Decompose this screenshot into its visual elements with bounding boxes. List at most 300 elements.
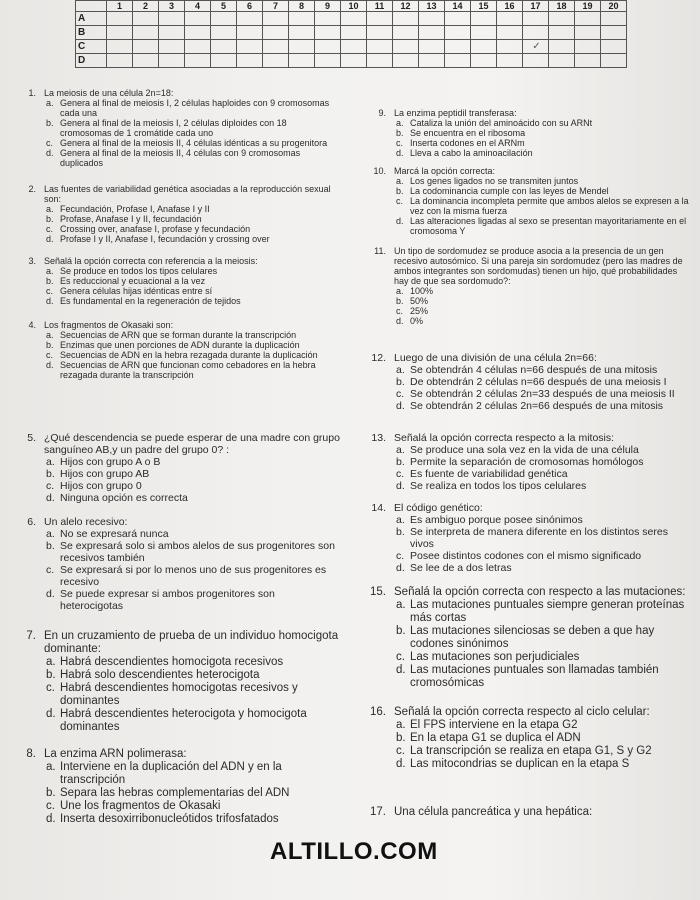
question-16 (360, 706, 690, 771)
answer-option[interactable] (46, 492, 340, 504)
option-text: Se interpreta de manera diferente en los distintos seres vivos (410, 526, 668, 550)
grid-answer-cell[interactable] (471, 12, 497, 26)
answer-option[interactable] (396, 550, 690, 562)
answer-option[interactable] (396, 745, 690, 758)
question-3 (10, 256, 340, 306)
option-text: Genera al final de la meiosis I, 2 células diploides con 18 cromosomas de 1 cromátide cada uno (60, 118, 287, 138)
grid-answer-cell[interactable] (523, 54, 549, 68)
question-11 (360, 246, 690, 326)
option-text: Fecundación, Profase I, Anafase I y II (60, 204, 210, 214)
option-text: Se puede expresar si ambos progenitores son heterocigotas (60, 588, 275, 612)
question-stem (360, 246, 690, 286)
option-text: Es fuente de variabilidad genética (410, 468, 568, 480)
grid-answer-cell[interactable] (575, 54, 601, 68)
grid-column-header: 1 (107, 1, 133, 12)
grid-answer-cell[interactable] (315, 12, 341, 26)
grid-answer-cell[interactable] (211, 40, 237, 54)
answer-option[interactable] (396, 216, 690, 236)
grid-answer-cell[interactable] (133, 12, 159, 26)
grid-answer-cell[interactable] (523, 26, 549, 40)
grid-answer-mark[interactable]: ✓ (523, 40, 549, 54)
question-stem (10, 88, 340, 98)
option-text: En la etapa G1 se duplica el ADN (410, 732, 581, 744)
answer-option[interactable] (46, 761, 340, 787)
answer-option[interactable] (396, 128, 690, 138)
answer-option[interactable] (46, 214, 340, 224)
question-stem (10, 432, 340, 456)
grid-answer-cell[interactable] (315, 26, 341, 40)
grid-answer-cell[interactable] (107, 54, 133, 68)
answer-grid-row (76, 54, 627, 68)
grid-answer-cell[interactable] (185, 26, 211, 40)
option-letter: d. (46, 234, 54, 244)
answer-option[interactable] (396, 664, 690, 690)
option-letter: c. (396, 468, 405, 480)
option-letter: a. (46, 266, 54, 276)
grid-answer-cell[interactable] (393, 40, 419, 54)
answer-option[interactable] (396, 286, 690, 296)
option-letter: c. (396, 745, 405, 757)
grid-answer-cell[interactable] (237, 26, 263, 40)
option-text: Es reduccional y ecuacional a la vez (60, 276, 206, 286)
option-letter: b. (46, 669, 56, 681)
option-letter: a. (46, 656, 56, 668)
option-text: Inserta codones en el ARNm (410, 138, 525, 148)
option-letter: c. (46, 224, 54, 234)
answer-option[interactable] (396, 316, 690, 326)
grid-answer-cell[interactable] (471, 40, 497, 54)
grid-answer-cell[interactable] (133, 40, 159, 54)
question-number: 6. (27, 516, 36, 528)
question-text: Un tipo de sordomudez se produce asocia a la presencia de un gen recesivo autosómico. Si una pareja sin sordomudez (pero las madres de ambos integrantes son sordomudas) tienen un hijo, qué probabilidades hay de que sea sordomudo?: (394, 246, 683, 286)
option-text: Se realiza en todos los tipos celulares (410, 480, 587, 492)
question-2 (10, 184, 340, 244)
option-letter: b. (396, 128, 404, 138)
answer-option[interactable] (46, 528, 340, 540)
option-letter: d. (46, 360, 54, 370)
grid-column-header: 19 (575, 1, 601, 12)
answer-option[interactable] (396, 651, 690, 664)
question-text: Una célula pancreática y una hepática: (394, 806, 593, 818)
question-stem (360, 352, 690, 364)
answer-option[interactable] (396, 364, 690, 376)
answer-option[interactable] (46, 148, 340, 168)
grid-row-label: A (76, 12, 107, 26)
grid-answer-cell[interactable] (107, 40, 133, 54)
answer-option[interactable] (396, 468, 690, 480)
grid-answer-cell[interactable] (445, 54, 471, 68)
answer-option[interactable] (46, 138, 340, 148)
answer-option[interactable] (396, 480, 690, 492)
option-letter: d. (46, 148, 54, 158)
grid-answer-cell[interactable] (497, 12, 523, 26)
question-text: Señalá la opción correcta respecto a la mitosis: (394, 432, 615, 444)
option-letter: d. (396, 216, 404, 226)
option-letter: a. (396, 444, 405, 456)
option-letter: b. (396, 526, 405, 538)
option-text: Las mutaciones son perjudiciales (410, 651, 580, 663)
option-letter: a. (396, 176, 404, 186)
question-12 (360, 352, 690, 412)
grid-answer-cell[interactable] (159, 40, 185, 54)
question-stem (360, 432, 690, 444)
question-stem (10, 184, 340, 204)
grid-answer-cell[interactable] (263, 26, 289, 40)
grid-column-header: 14 (445, 1, 471, 12)
option-letter: b. (46, 468, 55, 480)
option-letter: a. (396, 599, 406, 611)
answer-option[interactable] (396, 526, 690, 550)
option-text: Permite la separación de cromosomas homólogos (410, 456, 644, 468)
option-text: Genera al final de meiosis I, 2 células haploides con 9 cromosomas cada una (60, 98, 330, 118)
option-letter: c. (46, 286, 54, 296)
option-letter: a. (396, 514, 405, 526)
grid-answer-cell[interactable] (575, 40, 601, 54)
option-letter: c. (46, 682, 55, 694)
option-letter: a. (396, 118, 404, 128)
question-text: Señalá la opción correcta con referencia a la meiosis: (44, 256, 258, 266)
option-letter: b. (46, 787, 56, 799)
option-letter: c. (396, 306, 404, 316)
grid-answer-cell[interactable] (211, 54, 237, 68)
option-letter: d. (46, 492, 55, 504)
grid-answer-cell[interactable] (419, 12, 445, 26)
question-text: ¿Qué descendencia se puede esperar de una madre con grupo sanguíneo AB,y un padre del grupo 0? : (44, 432, 340, 456)
answer-option[interactable] (396, 186, 690, 196)
option-text: Profase, Anafase I y II, fecundación (60, 214, 202, 224)
grid-answer-cell[interactable] (549, 12, 575, 26)
option-text: Se produce en todos los tipos celulares (60, 266, 218, 276)
option-text: Se obtendrán 2 células 2n=33 después de una meiosis II (410, 388, 675, 400)
answer-option[interactable] (46, 456, 340, 468)
answer-option[interactable] (396, 599, 690, 625)
grid-answer-cell[interactable] (393, 54, 419, 68)
option-text: Es ambiguo porque posee sinónimos (410, 514, 583, 526)
option-text: Hijos con grupo AB (60, 468, 150, 480)
option-text: Enzimas que unen porciones de ADN durante la duplicación (60, 340, 300, 350)
option-text: Profase I y II, Anafase I, fecundación y crossing over (60, 234, 270, 244)
option-text: Crossing over, anafase I, profase y fecundación (60, 224, 251, 234)
question-stem (360, 706, 690, 719)
grid-answer-cell[interactable] (185, 12, 211, 26)
answer-option[interactable] (46, 564, 340, 588)
question-number: 8. (26, 748, 36, 760)
grid-answer-cell[interactable] (445, 12, 471, 26)
grid-answer-cell[interactable] (237, 12, 263, 26)
question-text: Señalá la opción correcta con respecto a las mutaciones: (394, 586, 686, 598)
answer-option[interactable] (396, 176, 690, 186)
question-text: Las fuentes de variabilidad genética asociadas a la reproducción sexual son: (44, 184, 331, 204)
grid-answer-cell[interactable] (341, 40, 367, 54)
option-letter: b. (46, 540, 55, 552)
question-text: Luego de una división de una célula 2n=66: (394, 352, 597, 364)
site-watermark-brand: ALTILLO.COM (270, 838, 438, 865)
grid-answer-cell[interactable] (107, 12, 133, 26)
grid-answer-cell[interactable] (471, 54, 497, 68)
option-text: La transcripción se realiza en etapa G1, S y G2 (410, 745, 652, 757)
grid-column-header: 9 (315, 1, 341, 12)
grid-answer-cell[interactable] (497, 40, 523, 54)
option-letter: b. (396, 456, 405, 468)
option-letter: b. (396, 186, 404, 196)
question-number: 2. (28, 184, 36, 194)
answer-option[interactable] (46, 708, 340, 734)
option-text: Las mitocondrias se duplican en la etapa S (410, 758, 630, 770)
grid-answer-cell[interactable] (237, 54, 263, 68)
answer-option[interactable] (46, 296, 340, 306)
question-5 (10, 432, 340, 504)
answer-option[interactable] (46, 266, 340, 276)
option-letter: c. (396, 196, 404, 206)
answer-option[interactable] (396, 400, 690, 412)
answer-option[interactable] (46, 360, 340, 380)
option-text: Une los fragmentos de Okasaki (60, 800, 221, 812)
option-text: Se expresará si por lo menos uno de sus progenitores es recesivo (60, 564, 327, 588)
option-text: Se encuentra en el ribosoma (410, 128, 526, 138)
answer-option[interactable] (46, 330, 340, 340)
grid-answer-cell[interactable] (315, 54, 341, 68)
question-stem (360, 166, 690, 176)
grid-answer-cell[interactable] (445, 40, 471, 54)
answer-option[interactable] (46, 540, 340, 564)
grid-column-header: 2 (133, 1, 159, 12)
option-letter: d. (396, 664, 406, 676)
grid-answer-cell[interactable] (289, 12, 315, 26)
answer-option[interactable] (46, 204, 340, 214)
question-number: 10. (373, 166, 386, 176)
option-letter: a. (46, 98, 54, 108)
grid-answer-cell[interactable] (211, 12, 237, 26)
grid-answer-cell[interactable] (289, 26, 315, 40)
option-letter: b. (396, 732, 406, 744)
question-4 (10, 320, 340, 380)
grid-answer-cell[interactable] (315, 40, 341, 54)
option-letter: a. (396, 286, 404, 296)
grid-answer-cell[interactable] (549, 26, 575, 40)
grid-answer-cell[interactable] (367, 26, 393, 40)
grid-column-header: 11 (367, 1, 393, 12)
grid-answer-cell[interactable] (211, 26, 237, 40)
grid-answer-cell[interactable] (523, 12, 549, 26)
answer-option[interactable] (46, 286, 340, 296)
answer-option[interactable] (396, 138, 690, 148)
option-letter: b. (46, 340, 54, 350)
option-text: Las mutaciones puntuales siempre generan proteínas más cortas (410, 599, 685, 624)
grid-answer-cell[interactable] (185, 54, 211, 68)
answer-option[interactable] (396, 719, 690, 732)
answer-option[interactable] (396, 758, 690, 771)
question-text: La enzima ARN polimerasa: (44, 748, 187, 760)
answer-grid-header (76, 1, 627, 12)
grid-answer-cell[interactable] (263, 54, 289, 68)
answer-option[interactable] (396, 456, 690, 468)
grid-answer-cell[interactable] (367, 12, 393, 26)
option-text: Interviene en la duplicación del ADN y en la transcripción (60, 761, 282, 786)
grid-answer-cell[interactable] (133, 54, 159, 68)
grid-answer-cell[interactable] (133, 26, 159, 40)
answer-option[interactable] (396, 196, 690, 216)
grid-answer-cell[interactable] (497, 54, 523, 68)
option-text: Las mutaciones silenciosas se deben a que hay codones sinónimos (410, 625, 655, 650)
option-letter: a. (396, 364, 405, 376)
option-text: Genera al final de la meiosis II, 4 células idénticas a su progenitora (60, 138, 328, 148)
question-text: Los fragmentos de Okasaki son: (44, 320, 174, 330)
grid-answer-cell[interactable] (471, 26, 497, 40)
answer-option[interactable] (46, 588, 340, 612)
grid-answer-cell[interactable] (419, 54, 445, 68)
answer-option[interactable] (396, 376, 690, 388)
option-text: Secuencias de ARN que se forman durante la transcripción (60, 330, 297, 340)
answer-option[interactable] (46, 682, 340, 708)
question-stem (10, 748, 340, 761)
grid-answer-cell[interactable] (341, 54, 367, 68)
question-7 (10, 630, 340, 734)
grid-answer-cell[interactable] (497, 26, 523, 40)
grid-answer-cell[interactable] (419, 40, 445, 54)
answer-option[interactable] (46, 787, 340, 800)
grid-answer-cell[interactable] (601, 26, 627, 40)
question-number: 3. (28, 256, 36, 266)
grid-row-label: B (76, 26, 107, 40)
answer-option[interactable] (396, 118, 690, 128)
grid-answer-cell[interactable] (341, 26, 367, 40)
grid-answer-cell[interactable] (289, 40, 315, 54)
grid-column-header: 7 (263, 1, 289, 12)
answer-option[interactable] (396, 388, 690, 400)
question-text: La enzima peptidil transferasa: (394, 108, 517, 118)
grid-answer-cell[interactable] (549, 40, 575, 54)
question-number: 1. (28, 88, 36, 98)
question-8 (10, 748, 340, 826)
answer-option[interactable] (396, 514, 690, 526)
option-text: Habrá descendientes homocigota recesivos (60, 656, 284, 668)
answer-option[interactable] (46, 468, 340, 480)
answer-option[interactable] (396, 444, 690, 456)
option-letter: c. (46, 564, 55, 576)
answer-option[interactable] (46, 350, 340, 360)
grid-answer-cell[interactable] (263, 12, 289, 26)
option-letter: d. (396, 148, 404, 158)
grid-answer-cell[interactable] (575, 26, 601, 40)
option-text: La dominancia incompleta permite que ambos alelos se expresen a la vez con la misma fuerza (410, 196, 689, 216)
option-text: Separa las hebras complementarias del ADN (60, 787, 290, 799)
grid-answer-cell[interactable] (159, 12, 185, 26)
grid-answer-cell[interactable] (419, 26, 445, 40)
option-letter: c. (46, 480, 55, 492)
answer-option[interactable] (396, 562, 690, 574)
option-text: De obtendrán 2 células n=66 después de una meiosis I (410, 376, 667, 388)
option-text: Se expresará solo si ambos alelos de sus progenitores son recesivos también (60, 540, 335, 564)
answer-option[interactable] (46, 813, 340, 826)
answer-option[interactable] (46, 656, 340, 669)
option-letter: b. (396, 296, 404, 306)
option-text: Secuencias de ARN que funcionan como cebadores en la hebra rezagada durante la transcripción (60, 360, 316, 380)
grid-column-header: 15 (471, 1, 497, 12)
grid-answer-cell[interactable] (575, 12, 601, 26)
grid-answer-cell[interactable] (159, 26, 185, 40)
answer-option[interactable] (46, 800, 340, 813)
question-17 (360, 806, 690, 819)
grid-answer-cell[interactable] (601, 54, 627, 68)
answer-option[interactable] (46, 276, 340, 286)
answer-option[interactable] (46, 224, 340, 234)
grid-answer-cell[interactable] (601, 40, 627, 54)
grid-answer-cell[interactable] (237, 40, 263, 54)
question-1 (10, 88, 340, 168)
option-text: Genera células hijas idénticas entre sí (60, 286, 213, 296)
grid-answer-cell[interactable] (445, 26, 471, 40)
answer-option[interactable] (396, 625, 690, 651)
grid-answer-cell[interactable] (263, 40, 289, 54)
option-letter: a. (46, 330, 54, 340)
question-stem (360, 806, 690, 819)
question-10 (360, 166, 690, 236)
question-number: 15. (370, 586, 386, 598)
grid-answer-cell[interactable] (367, 54, 393, 68)
grid-column-header: 4 (185, 1, 211, 12)
option-text: Habrá descendientes homocigotas recesivos y dominantes (60, 682, 298, 707)
option-letter: b. (396, 376, 405, 388)
grid-answer-cell[interactable] (393, 12, 419, 26)
answer-option[interactable] (396, 306, 690, 316)
answer-grid-row (76, 12, 627, 26)
grid-answer-cell[interactable] (107, 26, 133, 40)
answer-option[interactable] (46, 234, 340, 244)
option-letter: a. (46, 528, 55, 540)
answer-option[interactable] (396, 732, 690, 745)
question-stem (10, 320, 340, 330)
option-letter: c. (396, 138, 404, 148)
option-text: Se obtendrán 2 células 2n=66 después de una mitosis (410, 400, 664, 412)
grid-answer-cell[interactable] (393, 26, 419, 40)
question-text: La meiosis de una célula 2n=18: (44, 88, 174, 98)
grid-column-header: 16 (497, 1, 523, 12)
question-number: 17. (370, 806, 386, 818)
answer-option[interactable] (46, 118, 340, 138)
option-text: 25% (410, 306, 429, 316)
grid-column-header: 12 (393, 1, 419, 12)
grid-answer-cell[interactable] (549, 54, 575, 68)
option-letter: d. (396, 562, 405, 574)
grid-answer-cell[interactable] (289, 54, 315, 68)
grid-column-header: 5 (211, 1, 237, 12)
answer-option[interactable] (46, 669, 340, 682)
answer-option[interactable] (46, 98, 340, 118)
answer-option[interactable] (46, 340, 340, 350)
option-letter: b. (46, 276, 54, 286)
answer-option[interactable] (46, 480, 340, 492)
option-text: Hijos con grupo A o B (60, 456, 161, 468)
question-number: 9. (378, 108, 386, 118)
option-text: Se obtendrán 4 células n=66 después de una mitosis (410, 364, 658, 376)
option-text: Genera al final de la meiosis II, 4 células con 9 cromosomas duplicados (60, 148, 301, 168)
grid-answer-cell[interactable] (159, 54, 185, 68)
option-text: 100% (410, 286, 434, 296)
question-number: 13. (371, 432, 386, 444)
answer-option[interactable] (396, 296, 690, 306)
grid-answer-cell[interactable] (367, 40, 393, 54)
grid-answer-cell[interactable] (341, 12, 367, 26)
option-letter: d. (46, 296, 54, 306)
question-stem (10, 630, 340, 656)
answer-option[interactable] (396, 148, 690, 158)
option-letter: d. (46, 813, 56, 825)
option-text: Habrá solo descendientes heterocigota (60, 669, 260, 681)
question-9 (360, 108, 690, 158)
grid-answer-cell[interactable] (601, 12, 627, 26)
option-text: Las mutaciones puntuales son llamadas también cromosómicas (410, 664, 659, 689)
grid-answer-cell[interactable] (185, 40, 211, 54)
